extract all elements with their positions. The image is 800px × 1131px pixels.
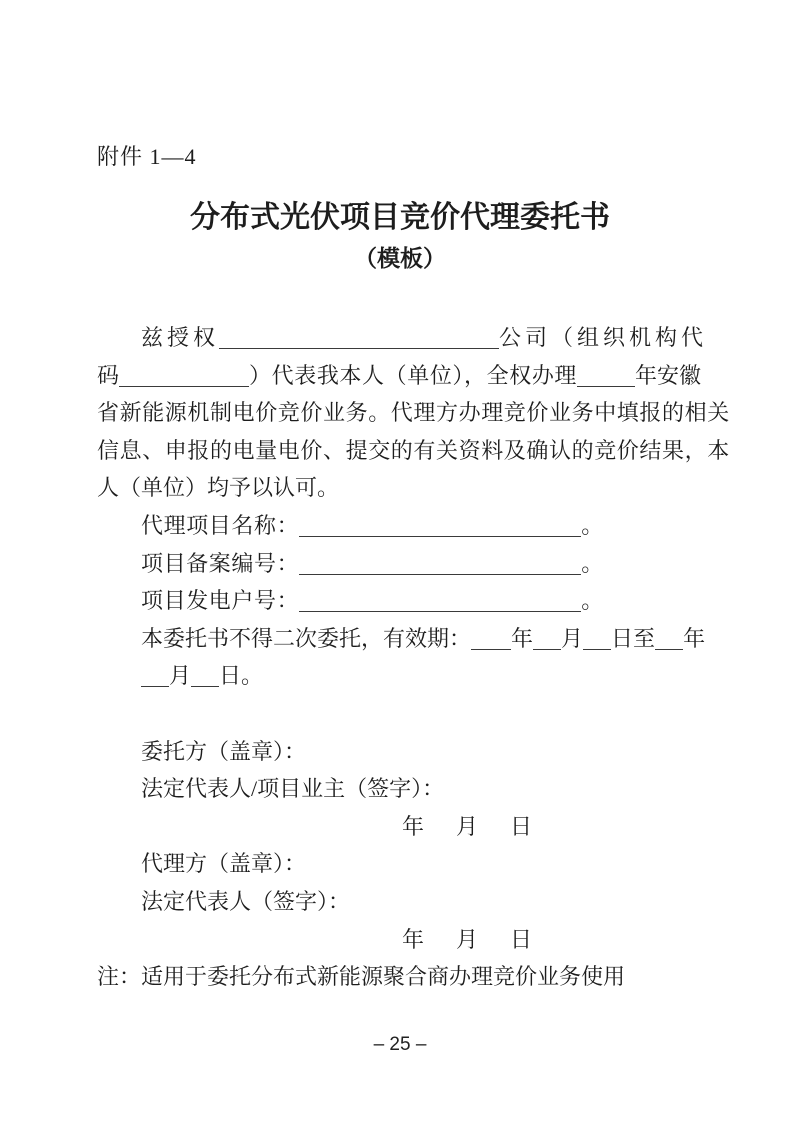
project-name-blank xyxy=(299,516,581,537)
valid-to-year-blank xyxy=(655,629,683,650)
period-mark: 。 xyxy=(581,550,604,576)
validity-month1: 月 xyxy=(561,625,584,651)
agent-sign-line: 法定代表人（签字）： xyxy=(141,888,351,914)
account-no-row xyxy=(97,582,709,620)
valid-to-day-blank xyxy=(191,666,219,687)
paragraph-line-2 xyxy=(97,357,709,395)
generation-account-blank xyxy=(299,591,581,612)
year-blank xyxy=(577,366,635,387)
date-year-label: 年 xyxy=(402,926,425,952)
blank-line xyxy=(97,695,709,733)
validity-year2: 年 xyxy=(683,625,706,651)
attachment-label: 附件 1—4 xyxy=(97,144,197,169)
project-name-row xyxy=(97,507,709,545)
authorize-prefix: 兹授权 xyxy=(141,325,220,350)
document-body xyxy=(97,319,730,996)
validity-month2: 月 xyxy=(169,663,192,689)
agent-date-line xyxy=(97,921,709,959)
date-day-label: 日 xyxy=(510,813,533,839)
paragraph-line-1 xyxy=(97,319,709,357)
represent-mid: ）代表我本人（单位），全权办理 xyxy=(249,362,578,388)
paragraph-line-4: 信息、申报的电量电价、提交的有关资料及确认的竞价结果，本 xyxy=(97,437,730,463)
validity-day-end: 日。 xyxy=(219,663,264,689)
record-no-blank xyxy=(299,554,581,575)
record-no-row xyxy=(97,545,709,583)
account-no-label: 项目发电户号： xyxy=(141,588,300,614)
date-year-label: 年 xyxy=(402,813,425,839)
principal-date-line xyxy=(97,808,709,846)
validity-year1: 年 xyxy=(511,625,534,651)
period-mark: 。 xyxy=(581,512,604,538)
paragraph-line-3: 省新能源机制电价竞价业务。代理方办理竞价业务中填报的相关 xyxy=(97,400,730,426)
org-code-blank xyxy=(119,366,249,387)
page-number: – 25 – xyxy=(373,1034,427,1055)
valid-from-month-blank xyxy=(533,629,561,650)
company-suffix: 公司（组织机构代 xyxy=(499,325,708,350)
date-day-label: 日 xyxy=(510,926,533,952)
validity-day-to: 日至 xyxy=(611,625,656,651)
validity-row-2 xyxy=(97,657,709,695)
doc-title: 分布式光伏项目竞价代理委托书 xyxy=(190,201,610,234)
validity-row-1 xyxy=(97,620,709,658)
agent-seal-line: 代理方（盖章）： xyxy=(141,851,307,877)
year-suffix: 年安徽 xyxy=(635,362,702,388)
doc-subtitle: （模板） xyxy=(354,246,446,271)
date-month-label: 月 xyxy=(456,813,479,839)
code-prefix: 码 xyxy=(97,362,120,388)
date-month-label: 月 xyxy=(456,926,479,952)
valid-to-month-blank xyxy=(141,666,169,687)
authorized-company-blank xyxy=(219,328,499,349)
record-no-label: 项目备案编号： xyxy=(141,550,300,576)
valid-from-day-blank xyxy=(583,629,611,650)
valid-from-year-blank xyxy=(471,629,511,650)
project-name-label: 代理项目名称： xyxy=(141,512,300,538)
principal-seal-line: 委托方（盖章）： xyxy=(141,738,307,764)
validity-prefix: 本委托书不得二次委托，有效期： xyxy=(141,625,472,651)
note-line: 注：适用于委托分布式新能源聚合商办理竞价业务使用 xyxy=(97,964,626,990)
principal-sign-line: 法定代表人/项目业主（签字）： xyxy=(141,776,445,802)
paragraph-line-5: 人（单位）均予以认可。 xyxy=(97,475,340,501)
period-mark: 。 xyxy=(581,588,604,614)
